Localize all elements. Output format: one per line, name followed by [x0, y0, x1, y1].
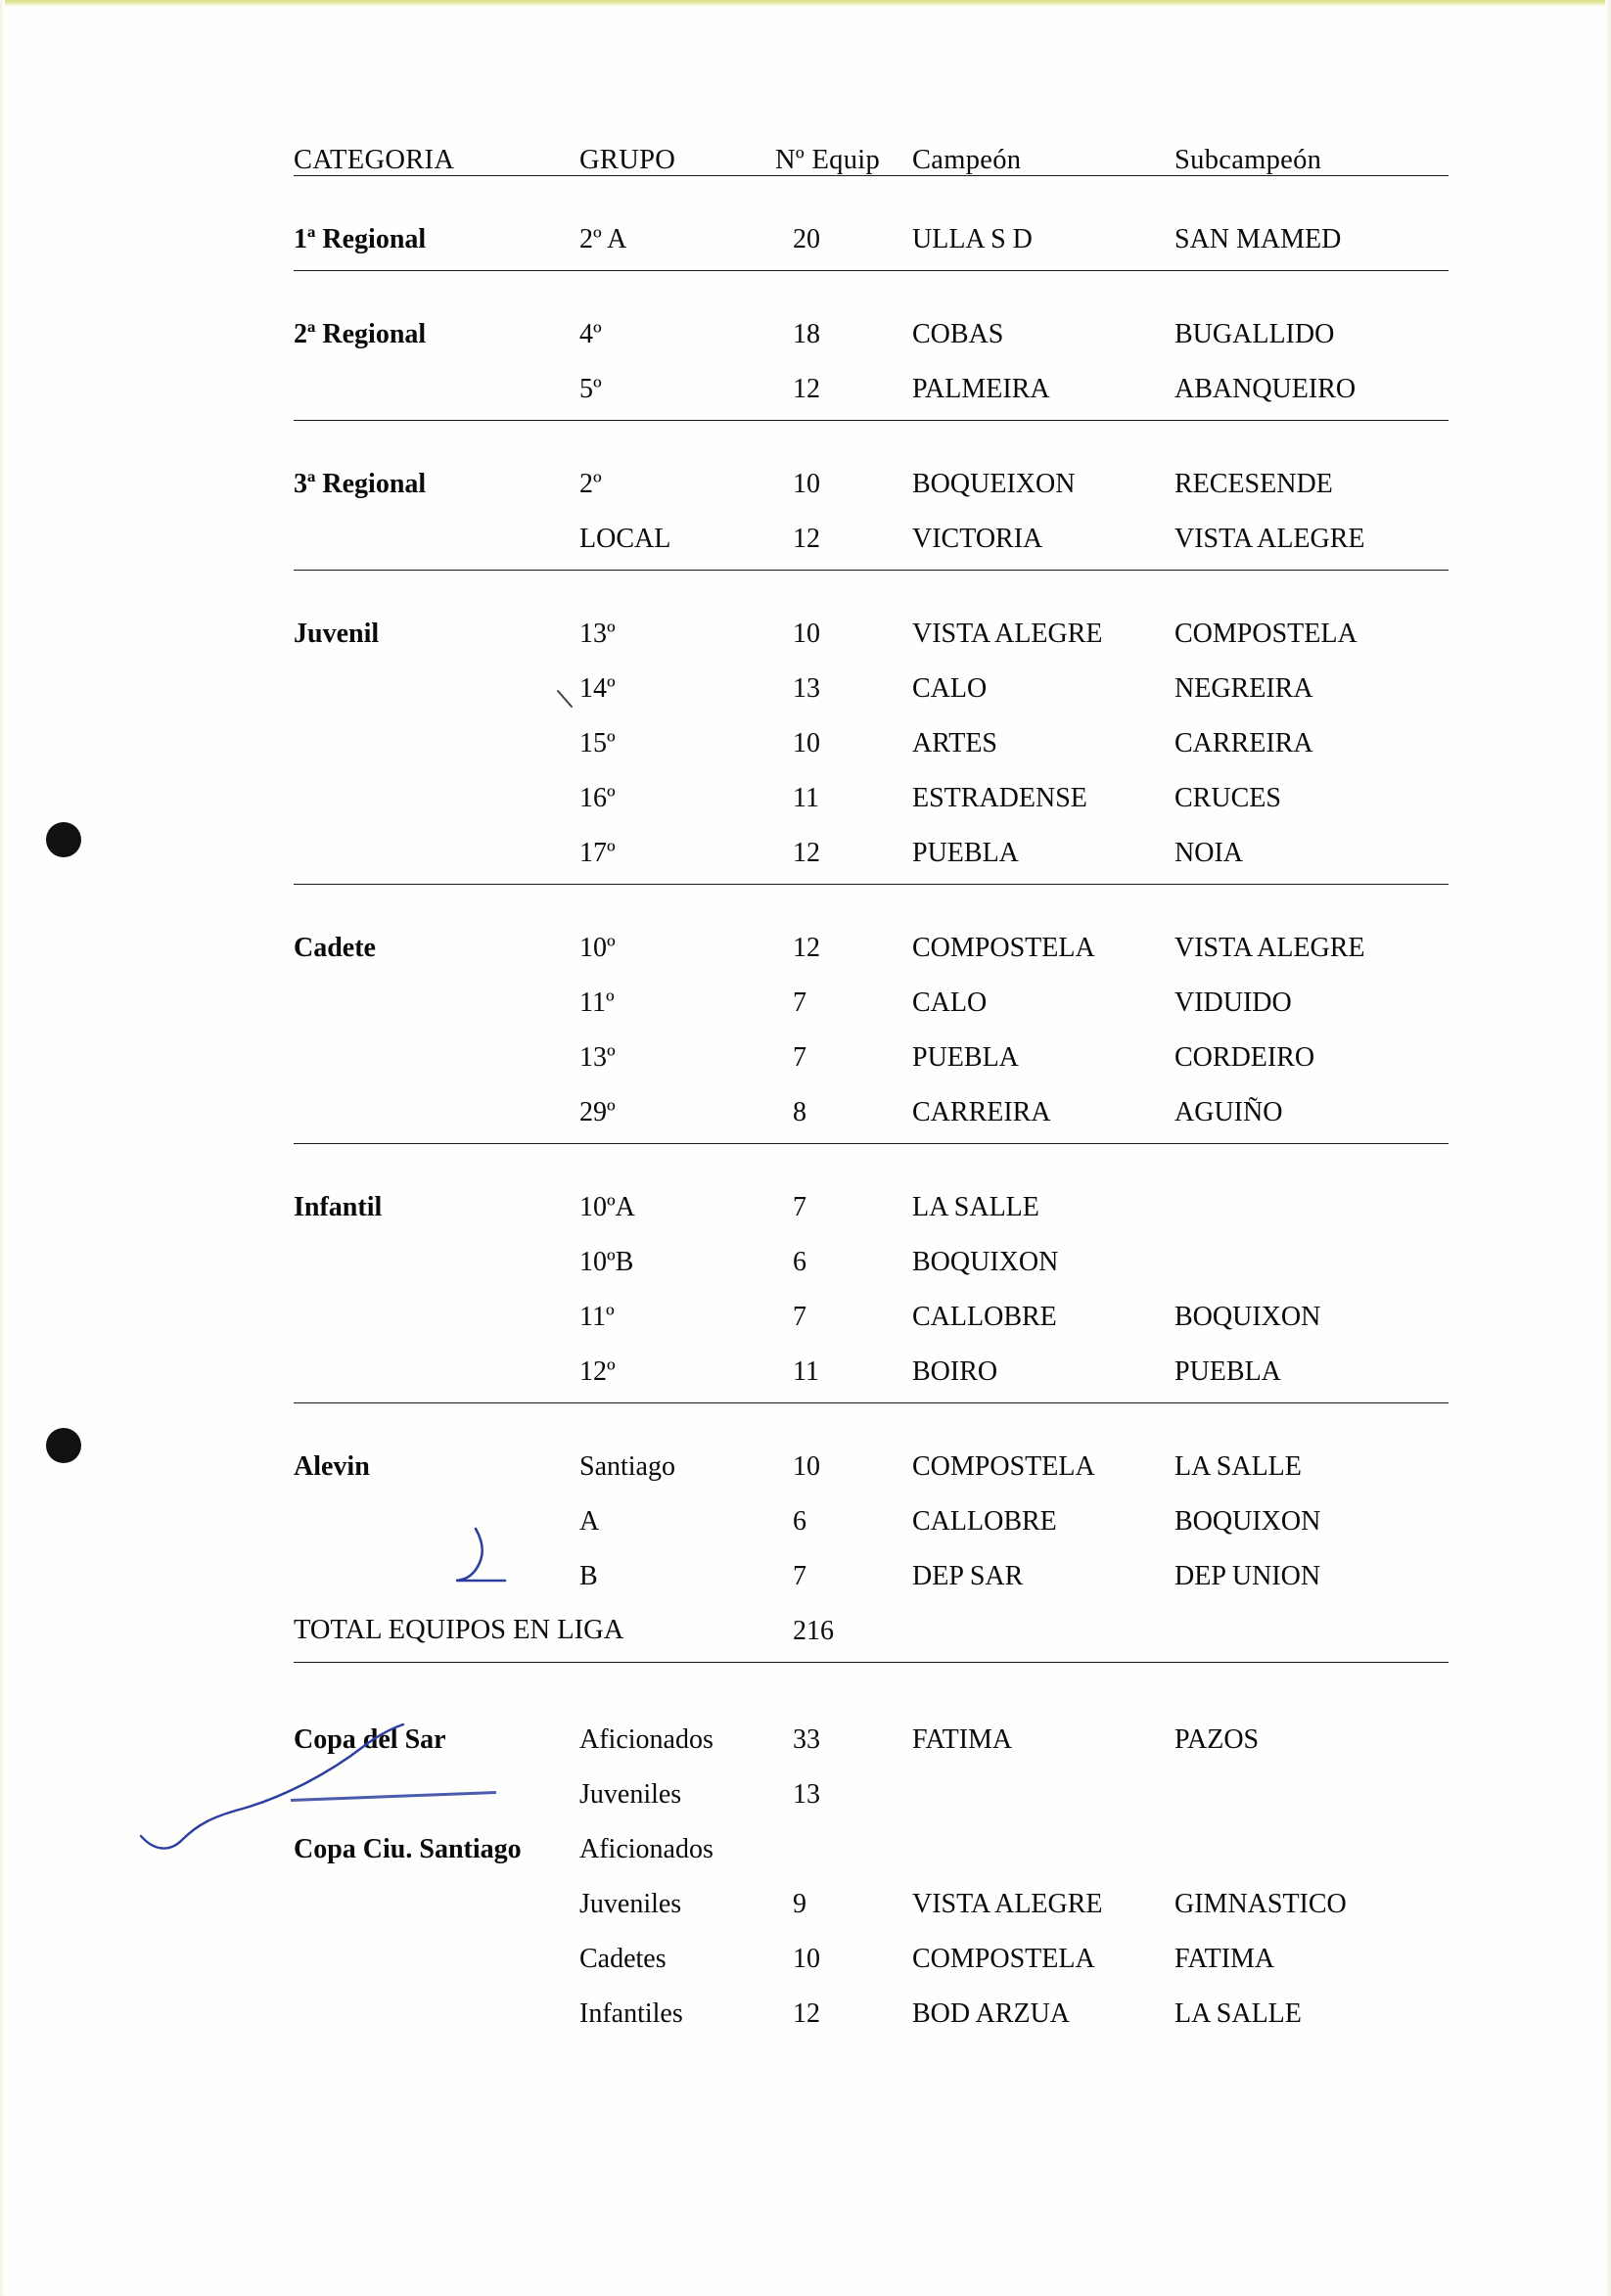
row-n-equip: 9 [793, 1888, 806, 1919]
header-categoria: CATEGORIA [294, 145, 455, 175]
row-subcampeon: RECESENDE [1174, 468, 1333, 499]
table-row [294, 1224, 1449, 1279]
row-campeon: CALLOBRE [912, 1505, 1057, 1537]
row-subcampeon: AGUIÑO [1174, 1096, 1283, 1127]
row-subcampeon: NEGREIRA [1174, 672, 1313, 704]
row-campeon: VISTA ALEGRE [912, 1888, 1103, 1919]
row-grupo: 17º [579, 837, 616, 868]
spacer [294, 1389, 1449, 1402]
row-n-equip: 18 [793, 318, 820, 349]
row-n-equip: 13 [793, 1778, 820, 1810]
table-row [294, 446, 1449, 501]
spacer [294, 1129, 1449, 1143]
row-n-equip: 10 [793, 468, 820, 499]
row-subcampeon [1174, 1224, 1449, 1279]
row-n-equip: 11 [793, 1355, 819, 1387]
row-n-equip: 12 [793, 373, 820, 404]
table-row [294, 1538, 1449, 1593]
row-n-equip: 10 [793, 1450, 820, 1482]
row-category: Juvenil [294, 618, 380, 649]
row-subcampeon: VISTA ALEGRE [1174, 523, 1365, 554]
spacer [294, 556, 1449, 570]
table-row [294, 1921, 1449, 1976]
row-subcampeon [1174, 1170, 1449, 1224]
row-n-equip: 12 [793, 523, 820, 554]
row-n-equip: 11 [793, 782, 819, 813]
row-subcampeon: VISTA ALEGRE [1174, 932, 1365, 963]
row-campeon: COMPOSTELA [912, 932, 1095, 963]
row-category-empty [294, 1484, 579, 1538]
row-n-equip: 12 [793, 932, 820, 963]
row-campeon: PUEBLA [912, 837, 1019, 868]
cup-category: Copa del Sar [294, 1723, 446, 1755]
row-campeon: LA SALLE [912, 1191, 1039, 1222]
row-subcampeon: BOQUIXON [1174, 1505, 1321, 1537]
row-subcampeon: BOQUIXON [1174, 1301, 1321, 1332]
row-n-equip: 7 [793, 1041, 806, 1073]
row-n-equip: 6 [793, 1246, 806, 1277]
row-grupo: 29º [579, 1096, 616, 1127]
spacer [294, 271, 1449, 297]
table-row [294, 1075, 1449, 1129]
row-n-equip [775, 1812, 912, 1866]
row-category-empty [294, 1020, 579, 1075]
spacer [294, 1663, 1449, 1702]
row-grupo: B [579, 1560, 598, 1591]
total-row [294, 1593, 1449, 1648]
row-grupo: Juveniles [579, 1888, 682, 1919]
row-category-empty [294, 706, 579, 760]
row-campeon: PALMEIRA [912, 373, 1050, 404]
row-grupo: Aficionados [579, 1833, 713, 1864]
table-row [294, 501, 1449, 556]
row-campeon: CARREIRA [912, 1096, 1051, 1127]
row-category-empty [294, 1757, 579, 1812]
scan-edge-right [1605, 0, 1611, 2296]
row-category-empty [294, 1921, 579, 1976]
row-grupo: 13º [579, 618, 616, 649]
table-row [294, 596, 1449, 651]
row-subcampeon: CRUCES [1174, 782, 1281, 813]
spacer [294, 571, 1449, 596]
total-value: 216 [793, 1615, 834, 1646]
table-row [294, 1976, 1449, 2031]
row-grupo: 5º [579, 373, 602, 404]
row-n-equip: 12 [793, 837, 820, 868]
row-campeon [912, 1757, 1174, 1812]
spacer [294, 176, 1449, 202]
row-grupo: Santiago [579, 1450, 675, 1482]
row-n-equip: 10 [793, 727, 820, 758]
row-grupo: 15º [579, 727, 616, 758]
row-campeon: FATIMA [912, 1723, 1013, 1755]
row-grupo: A [579, 1505, 600, 1537]
league-results-table-container [294, 147, 1449, 2031]
row-n-equip: 20 [793, 223, 820, 254]
row-grupo: 12º [579, 1355, 616, 1387]
row-campeon: DEP SAR [912, 1560, 1024, 1591]
row-category: 1ª Regional [294, 223, 427, 254]
total-blank-campeon [912, 1593, 1174, 1648]
table-row [294, 815, 1449, 870]
spacer [294, 1403, 1449, 1429]
scan-edge-top [0, 0, 1611, 7]
row-campeon: ULLA S D [912, 223, 1033, 254]
table-row [294, 1812, 1449, 1866]
row-subcampeon: CARREIRA [1174, 727, 1313, 758]
row-subcampeon: LA SALLE [1174, 1450, 1302, 1482]
row-n-equip: 8 [793, 1096, 806, 1127]
row-campeon: COMPOSTELA [912, 1943, 1095, 1974]
row-n-equip: 10 [793, 1943, 820, 1974]
row-subcampeon: ABANQUEIRO [1174, 373, 1357, 404]
row-grupo: Cadetes [579, 1943, 667, 1974]
total-blank-subcampeon [1174, 1593, 1449, 1648]
row-subcampeon [1174, 1812, 1449, 1866]
row-campeon: CALLOBRE [912, 1301, 1057, 1332]
row-grupo: 2º A [579, 223, 627, 254]
row-category: 2ª Regional [294, 318, 427, 349]
row-grupo: 11º [579, 1301, 615, 1332]
table-row [294, 1334, 1449, 1389]
spacer [294, 870, 1449, 884]
row-category-empty [294, 965, 579, 1020]
table-row [294, 1866, 1449, 1921]
row-n-equip: 33 [793, 1723, 820, 1755]
table-row [294, 1170, 1449, 1224]
row-category-empty [294, 1334, 579, 1389]
table-row [294, 1020, 1449, 1075]
row-grupo: 2º [579, 468, 602, 499]
row-subcampeon: NOIA [1174, 837, 1243, 868]
hole-punch-mark [46, 1428, 81, 1463]
row-n-equip: 13 [793, 672, 820, 704]
table-row [294, 351, 1449, 406]
row-subcampeon: PAZOS [1174, 1723, 1260, 1755]
row-category: Infantil [294, 1191, 383, 1222]
scan-edge-left [0, 0, 5, 2296]
row-category-empty [294, 1538, 579, 1593]
table-row [294, 1279, 1449, 1334]
spacer [294, 1144, 1449, 1170]
row-category-empty [294, 1976, 579, 2031]
row-campeon: COMPOSTELA [912, 1450, 1095, 1482]
table-header-row [294, 147, 1449, 175]
row-campeon: CALO [912, 987, 988, 1018]
row-category-empty [294, 760, 579, 815]
row-subcampeon: BUGALLIDO [1174, 318, 1335, 349]
row-category: 3ª Regional [294, 468, 427, 499]
row-subcampeon: DEP UNION [1174, 1560, 1321, 1591]
row-grupo: 4º [579, 318, 602, 349]
row-subcampeon: VIDUIDO [1174, 987, 1292, 1018]
row-campeon: BOQUIXON [912, 1246, 1059, 1277]
row-category-empty [294, 1866, 579, 1921]
row-campeon: COBAS [912, 318, 1004, 349]
row-campeon: BOD ARZUA [912, 1998, 1071, 2029]
table-row [294, 706, 1449, 760]
row-category: Cadete [294, 932, 376, 963]
header-n-equip: Nº Equip [775, 145, 881, 175]
spacer [294, 421, 1449, 446]
header-subcampeon: Subcampeón [1174, 145, 1322, 175]
row-grupo: 10º [579, 932, 616, 963]
row-subcampeon: LA SALLE [1174, 1998, 1302, 2029]
row-subcampeon: SAN MAMED [1174, 223, 1342, 254]
row-subcampeon [1174, 1757, 1449, 1812]
table-row [294, 202, 1449, 256]
row-grupo: 10ºA [579, 1191, 635, 1222]
row-subcampeon: CORDEIRO [1174, 1041, 1315, 1073]
table-row [294, 297, 1449, 351]
spacer [294, 406, 1449, 420]
row-campeon: VICTORIA [912, 523, 1043, 554]
row-n-equip: 7 [793, 1191, 806, 1222]
row-subcampeon: COMPOSTELA [1174, 618, 1358, 649]
table-row [294, 1702, 1449, 1757]
row-subcampeon: FATIMA [1174, 1943, 1275, 1974]
cup-category: Copa Ciu. Santiago [294, 1833, 522, 1864]
table-row [294, 1757, 1449, 1812]
row-grupo: LOCAL [579, 523, 671, 554]
row-n-equip: 7 [793, 1301, 806, 1332]
row-subcampeon: GIMNASTICO [1174, 1888, 1347, 1919]
row-campeon: ESTRADENSE [912, 782, 1087, 813]
spacer [294, 885, 1449, 910]
row-n-equip: 7 [793, 987, 806, 1018]
row-grupo: 14º [579, 672, 616, 704]
row-n-equip: 6 [793, 1505, 806, 1537]
row-n-equip: 7 [793, 1560, 806, 1591]
row-grupo: 10ºB [579, 1246, 634, 1277]
header-grupo: GRUPO [579, 145, 676, 175]
header-campeon: Campeón [912, 145, 1022, 175]
table-row [294, 1484, 1449, 1538]
row-n-equip: 10 [793, 618, 820, 649]
row-campeon: VISTA ALEGRE [912, 618, 1103, 649]
league-results-table [294, 147, 1449, 2031]
row-campeon: PUEBLA [912, 1041, 1019, 1073]
row-category-empty [294, 351, 579, 406]
row-category-empty [294, 1075, 579, 1129]
row-subcampeon: PUEBLA [1174, 1355, 1281, 1387]
row-category-empty [294, 1224, 579, 1279]
row-category-empty [294, 815, 579, 870]
row-grupo: Juveniles [579, 1778, 682, 1810]
row-campeon: BOQUEIXON [912, 468, 1076, 499]
table-row [294, 1429, 1449, 1484]
row-category: Alevin [294, 1450, 370, 1482]
row-campeon: CALO [912, 672, 988, 704]
row-grupo: 11º [579, 987, 615, 1018]
row-category-empty [294, 1279, 579, 1334]
row-category-empty [294, 501, 579, 556]
row-campeon [912, 1812, 1174, 1866]
row-grupo: 16º [579, 782, 616, 813]
hole-punch-mark [46, 822, 81, 857]
table-row [294, 910, 1449, 965]
table-row [294, 760, 1449, 815]
row-campeon: ARTES [912, 727, 997, 758]
row-grupo: Aficionados [579, 1723, 713, 1755]
spacer [294, 256, 1449, 270]
row-grupo: 13º [579, 1041, 616, 1073]
row-category-empty [294, 651, 579, 706]
table-row [294, 651, 1449, 706]
total-label: TOTAL EQUIPOS EN LIGA [294, 1615, 624, 1645]
table-row [294, 965, 1449, 1020]
spacer [294, 1648, 1449, 1662]
row-grupo: Infantiles [579, 1998, 683, 2029]
row-n-equip: 12 [793, 1998, 820, 2029]
row-campeon: BOIRO [912, 1355, 998, 1387]
